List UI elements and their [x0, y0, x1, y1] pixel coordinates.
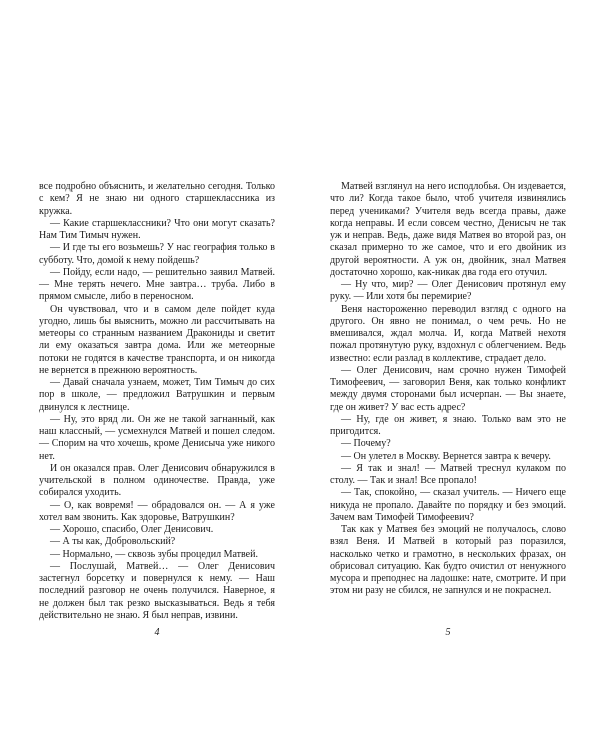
paragraph: Матвей взглянул на него исподлобья. Он издевается, что ли? Когда такое было, чтоб учителя извинялись перед учениками? Учителя ведь всегда правы, даже когда неправы. И если совсем честно, Денисыч не так уж и неправ. Ведь, даже видя Матвея во второй раз, он сказал примерно то же самое, что и его двойник из другой вероятности. А уж он, двойник, знал Матвея достаточно хорошо, как-никак два года его отучил. — [330, 181, 566, 278]
paragraph: — Какие старшеклассники? Что они могут сказать? Нам Тим Тимыч нужен. — [39, 217, 275, 241]
paragraph: — И где ты его возьмешь? У нас география только в субботу. Что, домой к нему пойдешь? — [39, 242, 275, 266]
paragraph: — Я так и знал! — Матвей треснул кулаком по столу. — Так и знал! Все пропало! — [330, 462, 566, 486]
paragraph: — Он улетел в Москву. Вернется завтра к вечеру. — [341, 450, 551, 462]
paragraph: — Хорошо, спасибо, Олег Денисович. — [50, 524, 214, 535]
paragraph: — Давай сначала узнаем, может, Тим Тимыч до сих пор в школе, — предложил Ватрушкин и первым двинулся к лестнице. — [39, 377, 275, 413]
paragraph: — Ну, где он живет, я знаю. Только вам это не пригодится. — [330, 413, 566, 437]
paragraph: — Нормально, — сквозь зубы процедил Матвей. — [50, 548, 258, 560]
paragraph: все подробно объяснить, и желательно сегодня. Только с кем? Я не знаю ни одного старшеклассника из кружка. — [39, 181, 275, 217]
paragraph: Так как у Матвея без эмоций не получалось, слово взял Веня. И Матвей в который раз поразился, насколько четко и грамотно, в нескольких фразах, он обрисовал ситуацию. Как будто очистил от ненужного мусора и преподнес на ладошке: нате, смотрите. И при этом ни разу не сбился, не запнулся и не покраснел. — [330, 524, 566, 597]
right-page-text — [330, 181, 566, 598]
page-number: 4 — [154, 627, 160, 638]
paragraph: — Олег Денисович, нам срочно нужен Тимофей Тимофеевич, — заговорил Веня, как только конфликт между двумя сторонами был исчерпан. — Вы знаете, где он живет? У вас есть адрес? — [330, 364, 566, 413]
paragraph: И он оказался прав. Олег Денисович обнаружился в учительской в полном одиночестве. Правда, уже собирался уходить. — [39, 462, 275, 499]
right-page — [300, 0, 600, 750]
paragraph: — Ну, это вряд ли. Он же не такой загнанный, как наш классный, — усмехнулся Матвей и пошел следом. — Спорим на что хочешь, кроме Денисыча уже никого нет. — [39, 413, 275, 462]
paragraph: Веня настороженно переводил взгляд с одного на другого. Он явно не понимал, о чем речь. Но не вмешивался, ждал молча. И, когда Матвей нехотя пожал протянутую руку, вздохнул с облегчением. Ведь известно: если разлад в коллективе, страдает дело. — [330, 303, 566, 364]
paragraph: — Ну что, мир? — Олег Денисович протянул ему руку. — Или хотя бы перемирие? — [330, 279, 566, 303]
paragraph: — Послушай, Матвей… — Олег Денисович застегнул борсетку и повернулся к нему. — Наш последний разговор не очень получился. Наверное, я не должен был так резко высказываться. Ведь я тебя действительно не знаю. Я был неправ, извини. — [39, 560, 275, 621]
paragraph: — Почему? — [341, 438, 391, 450]
paragraph: — О, как вовремя! — обрадовался он. — А я уже хотел вам звонить. Как здоровье, Ватрушкин? — [39, 499, 275, 523]
paragraph: — Пойду, если надо, — решительно заявил Матвей. — Мне терять нечего. Мне завтра… труба. Либо в прямом смысле, либо в переносном. — [39, 266, 275, 303]
page-number: 5 — [445, 627, 451, 638]
paragraph: — Так, спокойно, — сказал учитель. — Ничего еще никуда не пропало. Давайте по порядку и без эмоций. Зачем вам Тимофей Тимофеевич? — [330, 487, 566, 523]
paragraph: — А ты как, Добровольский? — [50, 536, 176, 548]
paragraph: Он чувствовал, что и в самом деле пойдет куда угодно, лишь бы выяснить, можно ли рассчитывать на метеоры со странным названием Дракониды и светит ли ему оказаться завтра дома. Или же метеорные потоки не годятся в качестве транспорта, и он никогда не вернется в прежнюю вероятность. — [39, 303, 275, 376]
left-page-text — [39, 181, 275, 622]
